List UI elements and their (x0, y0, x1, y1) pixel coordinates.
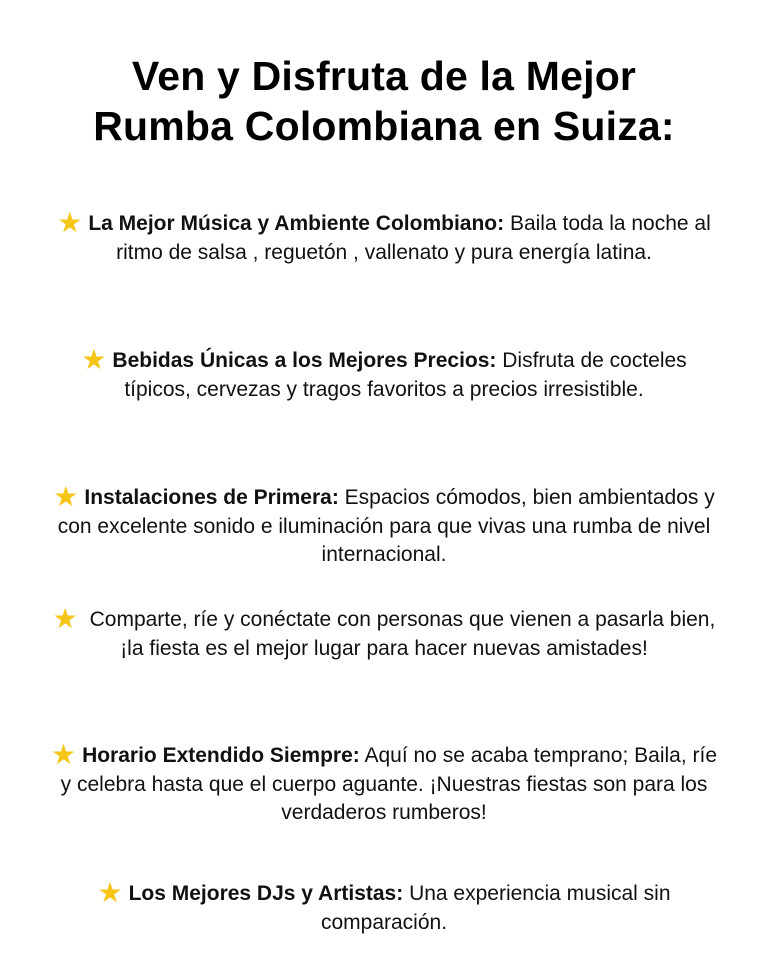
star-icon: ★ (50, 738, 77, 771)
feature-text: Una experiencia musical sin comparación. (320, 882, 671, 934)
star-icon: ★ (53, 480, 79, 513)
feature-text: Comparte, ríe y conéctate con personas que vienen a pasarla bien, ¡la fiesta es el mejor lugar para hacer nuevas amistades! (89, 608, 716, 660)
feature-item-music (50, 206, 718, 267)
feature-item-djs (50, 876, 718, 937)
feature-label: La Mejor Música y Ambiente Colombiano: (88, 212, 505, 235)
feature-item-hours (50, 738, 718, 828)
star-icon: ★ (57, 206, 83, 239)
feature-text: Baila toda la noche al ritmo de salsa , reguetón , vallenato y pura energía latina. (116, 212, 711, 264)
feature-item-facilities (50, 480, 718, 570)
feature-text: Aquí no se acaba temprano; Baila, ríe y celebra hasta que el cuerpo aguante. ¡Nuestras fiestas son para los verdaderos rumberos! (60, 744, 718, 824)
page-title (0, 51, 768, 151)
feature-item-social (50, 602, 718, 663)
page-title-line-2: Rumba Colombiana en Suiza: (93, 103, 675, 150)
page-title-line-1: Ven y Disfruta de la Mejor (131, 53, 637, 100)
feature-item-drinks (50, 343, 718, 404)
star-icon: ★ (81, 343, 107, 376)
feature-text: Disfruta de cocteles típicos, cervezas y tragos favoritos a precios irresistible. (124, 349, 687, 401)
feature-label: Los Mejores DJs y Artistas: (128, 882, 404, 905)
feature-label: Instalaciones de Primera: (84, 486, 339, 509)
feature-label: Bebidas Únicas a los Mejores Precios: (112, 349, 497, 372)
feature-text: Espacios cómodos, bien ambientados y con excelente sonido e iluminación para que vivas una rumba de nivel internacional. (57, 486, 715, 566)
star-icon: ★ (52, 602, 78, 635)
star-icon: ★ (97, 876, 123, 909)
feature-label: Horario Extendido Siempre: (82, 744, 360, 767)
